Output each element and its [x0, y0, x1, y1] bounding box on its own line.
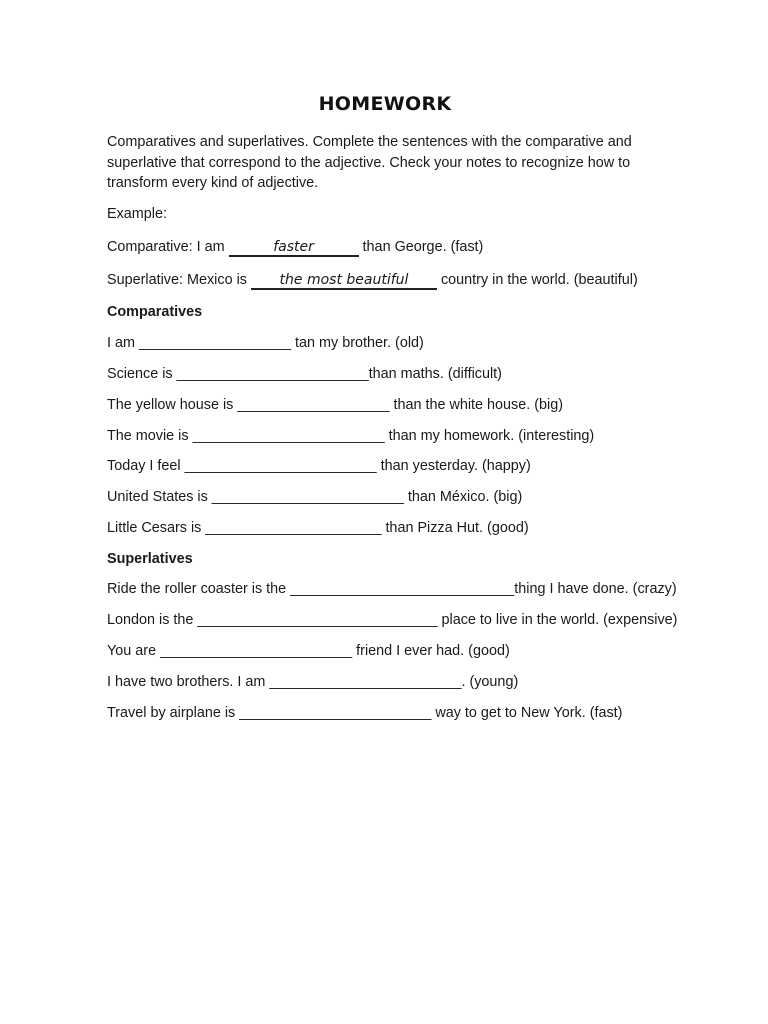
page-title: HOMEWORK [318, 93, 452, 115]
comparative-exercise-7: Little Cesars is ______________________ than Pizza Hut. (good) [107, 520, 529, 536]
comparative-exercise-5: Today I feel ________________________ than yesterday. (happy) [107, 458, 531, 474]
example-superlative-sentence [107, 271, 638, 290]
superlative-exercise-2: London is the ______________________________ place to live in the world. (expensive) [107, 612, 678, 628]
comparatives-heading: Comparatives [107, 304, 203, 320]
superlatives-heading: Superlatives [107, 551, 193, 567]
comparative-exercise-1: I am ___________________ tan my brother. (old) [107, 335, 424, 351]
example-superlative-answer: the most beautiful [251, 272, 437, 290]
superlative-exercise-4: I have two brothers. I am ________________________. (young) [107, 674, 519, 690]
example-comparative-answer: faster [229, 239, 359, 257]
comparative-exercise-6: United States is ________________________ than México. (big) [107, 489, 523, 505]
example-comparative-sentence [107, 238, 483, 257]
instructions-paragraph: Comparatives and superlatives. Complete the sentences with the comparative and superlative that correspond to the adjective. Check your notes to recognize how to transform every kind of adjective. [107, 134, 632, 191]
superlative-exercise-5: Travel by airplane is ________________________ way to get to New York. (fast) [107, 705, 623, 721]
comparative-exercise-3: The yellow house is ___________________ than the white house. (big) [107, 397, 564, 413]
comparative-exercise-4: The movie is ________________________ than my homework. (interesting) [107, 428, 595, 444]
example-superlative-after: country in the world. (beautiful) [436, 272, 638, 288]
example-comparative-after: than George. (fast) [358, 239, 484, 255]
superlative-exercise-1: Ride the roller coaster is the ____________________________thing I have done. (crazy) [107, 581, 677, 597]
example-comparative-before: Comparative: I am [107, 239, 229, 255]
comparative-exercise-2: Science is ________________________than maths. (difficult) [107, 366, 502, 382]
superlative-exercise-3: You are ________________________ friend I ever had. (good) [107, 643, 510, 659]
example-superlative-before: Superlative: Mexico is [107, 272, 251, 288]
example-label: Example: [107, 206, 167, 222]
